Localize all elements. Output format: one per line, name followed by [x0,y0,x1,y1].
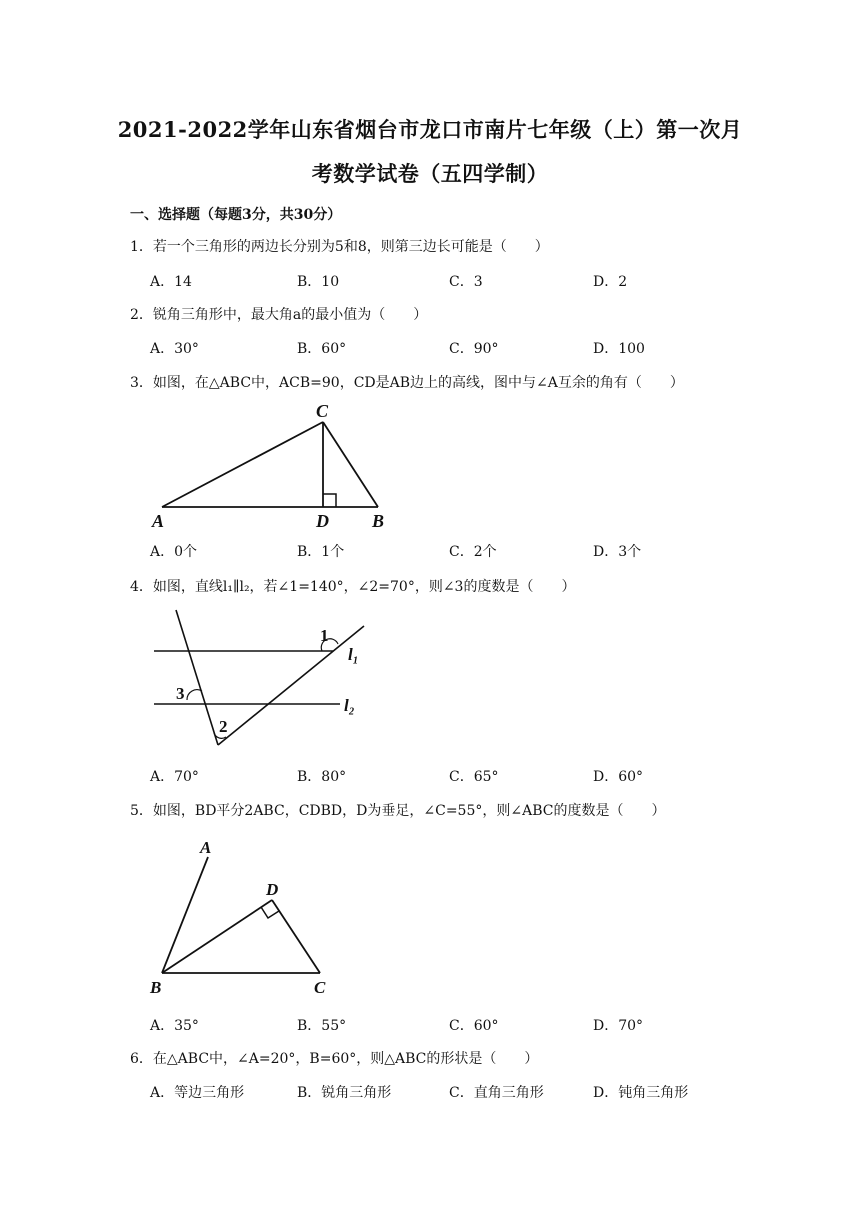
q3-option-a: A．0个 [150,544,198,560]
figure-q4-parallel-lines [140,605,390,755]
figure-q5-triangle [140,835,350,1000]
label-angle-3: 3 [176,684,185,703]
segment-ac [162,422,323,507]
label-l2: l₂ [344,696,355,715]
segment-bd [162,900,272,973]
q6-option-a: A．等边三角形 [150,1085,245,1101]
q2-option-d: D．100 [593,341,645,357]
q6-option-d: D．钝角三角形 [593,1085,689,1101]
question-4-stem: 4．如图，直线l₁∥l₂，若∠1=140°，∠2=70°，则∠3的度数是（ ） [130,579,576,595]
q4-option-d: D．60° [593,769,644,785]
label-d: D [266,880,279,899]
q1-option-c: C．3 [449,274,483,290]
title-line-2: 考数学试卷（五四学制） [311,161,549,186]
q5-option-b: B．55° [297,1018,347,1034]
q3-option-c: C．2个 [449,544,497,560]
q6-option-b: B．锐角三角形 [297,1085,392,1101]
label-a: A [152,511,165,531]
question-2-stem: 2．锐角三角形中，最大角a的最小值为（ ） [130,307,428,323]
question-5-stem: 5．如图，BD平分2ABC，CDBD，D为垂足，∠C=55°，则∠ABC的度数是（ ） [130,803,666,819]
q3-option-d: D．3个 [593,544,642,560]
q4-option-b: B．80° [297,769,347,785]
label-c: C [316,401,329,421]
label-b: B [372,511,385,531]
angle-3-arc [187,690,202,700]
label-l1: l₁ [348,645,359,664]
q5-option-a: A．35° [150,1018,199,1034]
question-6-stem: 6．在△ABC中，∠A=20°，B=60°，则△ABC的形状是（ ） [130,1051,539,1067]
ray-ba [162,857,208,973]
question-1-stem: 1．若一个三角形的两边长分别为5和8，则第三边长可能是（ ） [130,239,549,255]
q4-option-a: A．70° [150,769,199,785]
q1-option-b: B．10 [297,274,340,290]
q1-option-a: A．14 [150,274,192,290]
figure-q3-triangle [140,395,410,535]
q5-option-c: C．60° [449,1018,499,1034]
q2-option-a: A．30° [150,341,199,357]
q5-option-d: D．70° [593,1018,644,1034]
q6-option-c: C．直角三角形 [449,1085,544,1101]
title-line-1: 2021-2022学年山东省烟台市龙口市南片七年级（上）第一次月 [117,117,743,142]
label-c: C [314,978,326,997]
question-3-stem: 3．如图，在△ABC中，ACB=90，CD是AB边上的高线，图中与∠A互余的角有（ ） [130,375,684,391]
right-angle-mark [261,907,279,918]
q4-option-c: C．65° [449,769,499,785]
label-b: B [150,978,162,997]
transversal-left [176,610,218,745]
label-angle-2: 2 [219,717,228,736]
q2-option-c: C．90° [449,341,499,357]
right-angle-mark [323,494,336,507]
label-a: A [200,838,212,857]
transversal-right [218,626,364,745]
q3-option-b: B．1个 [297,544,345,560]
segment-dc [272,900,320,973]
section-heading: 一、选择题（每题3分，共30分） [130,207,342,223]
label-angle-1: 1 [320,626,329,645]
q2-option-b: B．60° [297,341,347,357]
label-d: D [316,511,329,531]
q1-option-d: D．2 [593,274,628,290]
